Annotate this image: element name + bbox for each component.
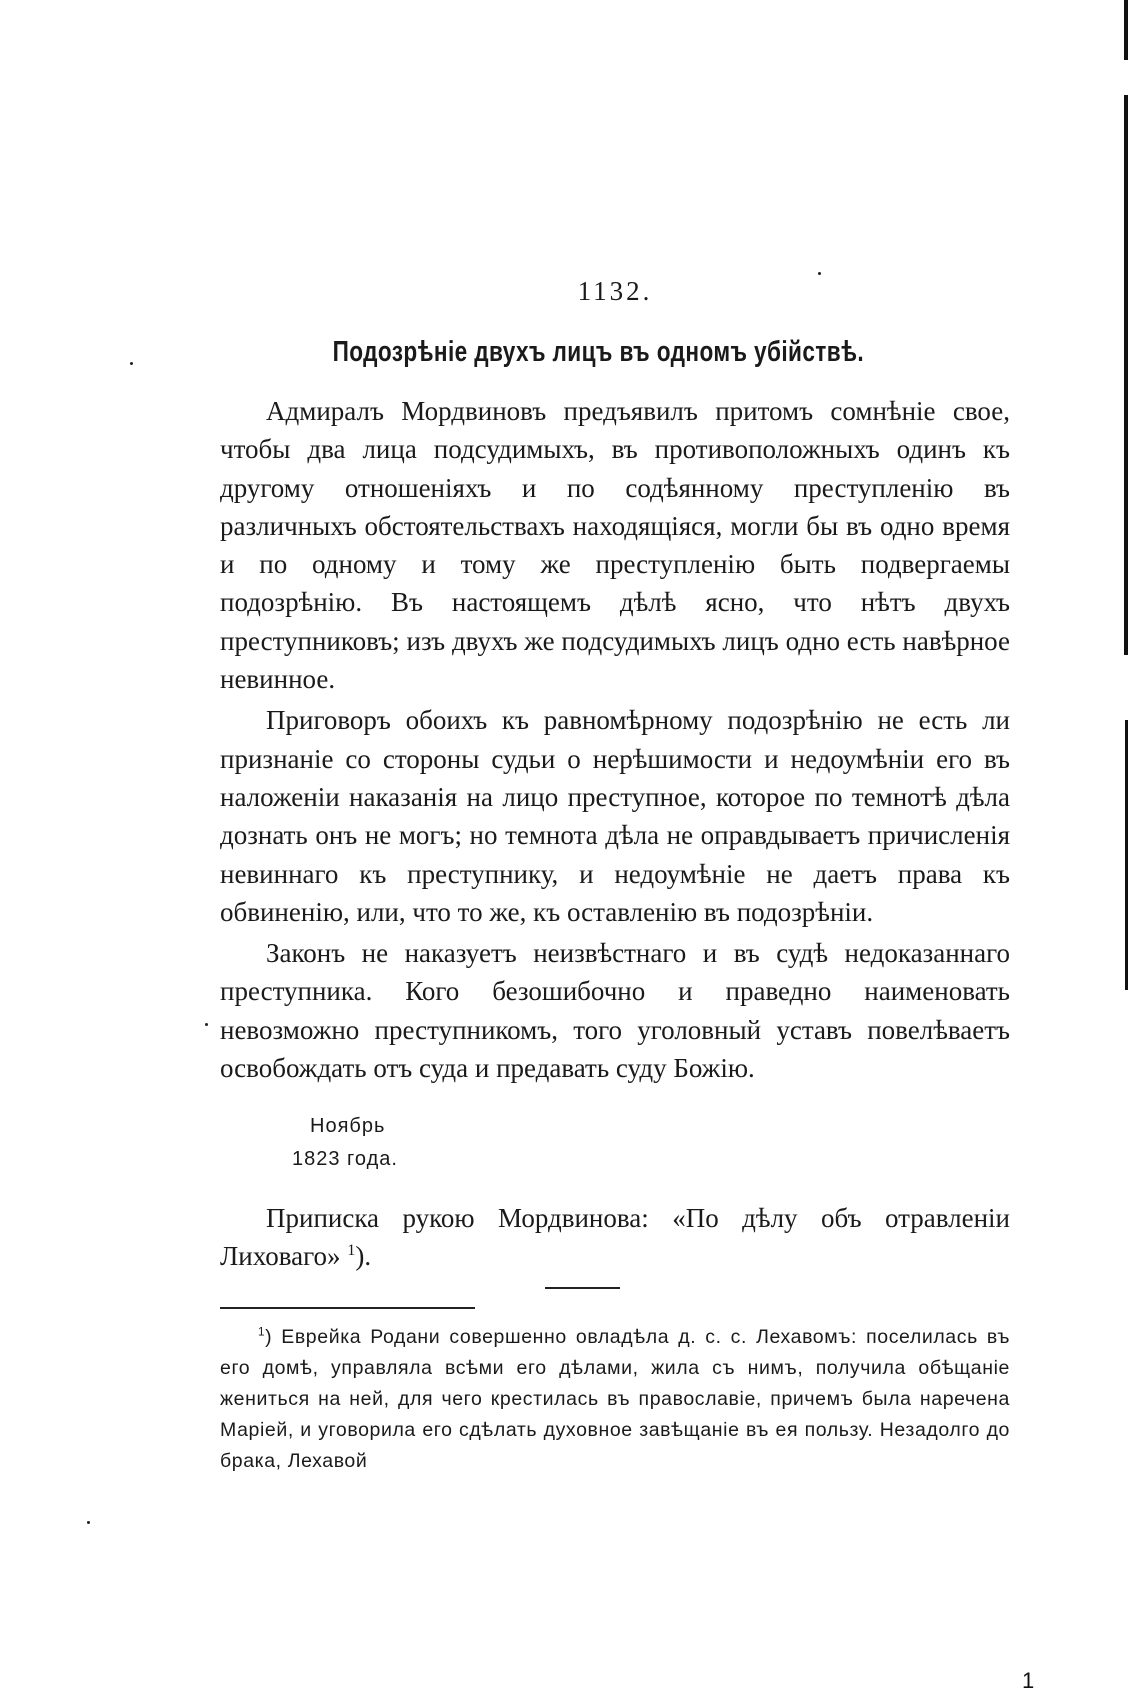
date-block	[292, 1110, 398, 1176]
paragraph: Адмиралъ Мордвиновъ предъявилъ притомъ сомнѣніе свое, чтобы два лица подсудимыхъ, въ противоположныхъ одинъ къ другому отношеніяхъ и по содѣянному преступленію въ различныхъ обстоятельствахъ находящіяся, могли бы въ одно время и по одному и тому же преступленію быть подвергаемы подозрѣнію. Въ настоящемъ дѣлѣ ясно, что нѣтъ двухъ преступниковъ; изъ двухъ же подсудимыхъ лицъ одно есть навѣрное невинное.	[220, 396, 1010, 695]
paragraph: Приговоръ обоихъ къ равномѣрному подозрѣнію не есть ли признаніе со стороны судьи о нерѣшимости и недоумѣніи его въ наложеніи наказанія на лицо преступное, которое по темнотѣ дѣла дознать онъ не могъ; но темнота дѣла не оправдываетъ причисленія невиннаго къ преступнику, и недоумѣніе не даетъ права къ обвиненію, или, что то же, къ оставленію въ подозрѣніи.	[220, 705, 1010, 927]
footnote-paragraph	[220, 1322, 1010, 1477]
scan-speck	[818, 272, 821, 275]
paragraph: Законъ не наказуетъ неизвѣстнаго и въ судѣ недоказаннаго преступника. Кого безошибочно и праведно наименовать невозможно преступникомъ, того уголовный уставъ повелѣваетъ освобождать отъ суда и предавать суду Божію.	[220, 938, 1010, 1084]
date-year: 1823 года.	[292, 1148, 398, 1170]
body-text	[220, 392, 1010, 1090]
section-divider	[545, 1287, 620, 1289]
postscript-closing: ).	[355, 1241, 372, 1272]
scan-edge-shadow	[1125, 720, 1128, 990]
scan-speck	[87, 1521, 90, 1524]
date-month: Ноябрь	[310, 1115, 386, 1137]
scan-edge-shadow	[1124, 0, 1128, 60]
footnote	[220, 1322, 1010, 1477]
scan-speck	[130, 362, 133, 365]
scan-edge-shadow	[1124, 95, 1128, 655]
document-title: Подозрѣніе двухъ лицъ въ одномъ убійствѣ.	[332, 336, 865, 368]
postscript-paragraph	[220, 1199, 1010, 1276]
footnote-divider	[220, 1307, 475, 1309]
postscript	[220, 1199, 1010, 1276]
footnote-marker: 1	[258, 1325, 266, 1339]
postscript-text: Приписка рукою Мордвинова: «По дѣлу объ отравленіи Лиховаго»	[220, 1203, 1010, 1272]
footnote-reference[interactable]: 1	[347, 1241, 356, 1260]
page-number: 1132.	[577, 276, 653, 306]
scan-speck	[205, 1023, 208, 1026]
footnote-text: ) Еврейка Родани совершенно овладѣла д. с. с. Лехавомъ: поселилась въ его домѣ, управляла всѣми его дѣлами, жила съ нимъ, получила обѣщаніе жениться на ней, для чего крестилась въ православіе, причемъ была наречена Маріей, и уговорила его сдѣлать духовное завѣщаніе въ ея пользу. Незадолго до брака, Лехавой	[220, 1326, 1010, 1472]
signature-mark: 1	[1022, 1668, 1035, 1693]
